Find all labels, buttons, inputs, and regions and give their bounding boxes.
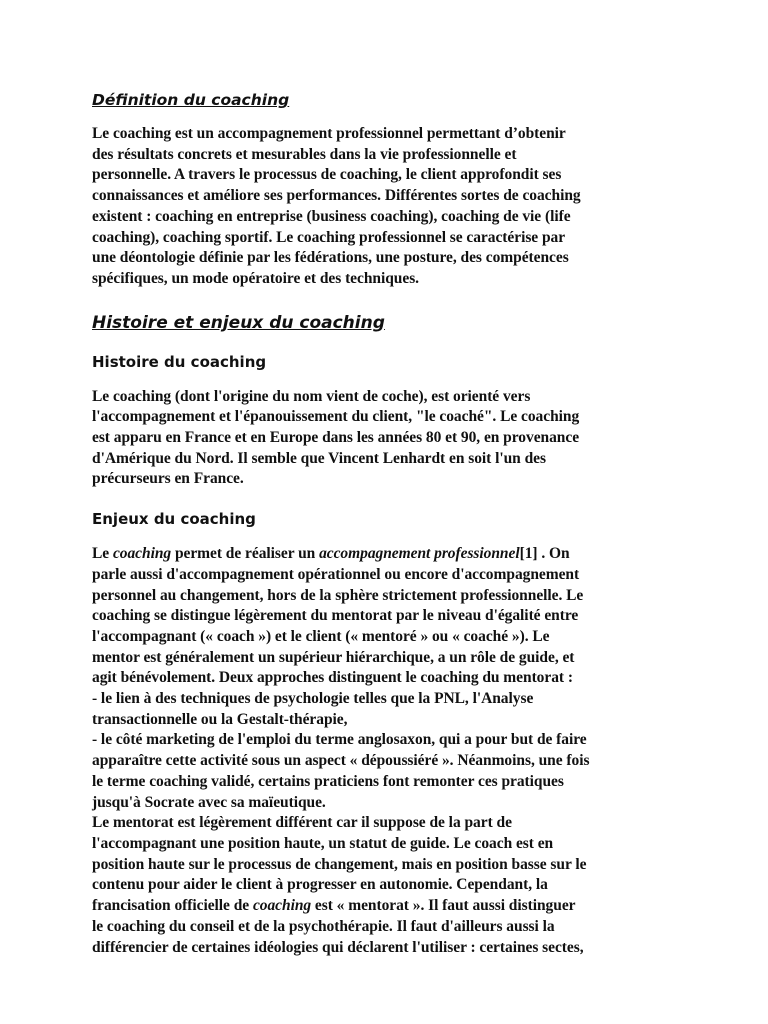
text-line: position haute sur le processus de changement, mais en position basse sur le <box>92 855 587 873</box>
text-line: Le coaching est un accompagnement professionnel permettant d’obtenir <box>92 125 566 142</box>
text-line: le terme coaching validé, certains praticiens font remonter ces pratiques <box>92 772 564 790</box>
text-line: Le coaching (dont l'origine du nom vient de coche), est orienté vers <box>92 387 531 405</box>
text-line: Le mentorat est légèrement différent car il suppose de la part de <box>92 814 512 832</box>
paragraph-histoire <box>92 387 692 491</box>
text-run: permet de réaliser un <box>171 545 320 563</box>
text-line: d'Amérique du Nord. Il semble que Vincent Lenhardt en soit l'un des <box>92 449 546 467</box>
text-line: est apparu en France et en Europe dans les années 80 et 90, en provenance <box>92 429 580 447</box>
document-page <box>92 88 692 958</box>
text-line: spécifiques, un mode opératoire et des techniques. <box>92 269 420 287</box>
paragraph-definition <box>92 124 692 290</box>
text-line: contenu pour aider le client à progresser en autonomie. Cependant, la <box>92 876 548 894</box>
text-run: est « mentorat ». Il faut aussi distinguer <box>311 897 576 915</box>
paragraph-enjeux <box>92 544 692 958</box>
text-line: coaching), coaching sportif. Le coaching professionnel se caractérise par <box>92 228 566 246</box>
text-line: jusqu'à Socrate avec sa maïeutique. <box>92 793 326 811</box>
text-line: - le lien à des techniques de psychologie telles que la PNL, l'Analyse <box>92 690 534 708</box>
text-run-italic: accompagnement professionnel <box>319 545 520 563</box>
text-line: une déontologie définie par les fédérations, une posture, des compétences <box>92 249 569 267</box>
text-line: l'accompagnement et l'épanouissement du client, "le coaché". Le coaching <box>92 408 580 426</box>
text-line: l'accompagnant (« coach ») et le client (« mentoré » ou « coaché »). Le <box>92 627 550 645</box>
text-line: l'accompagnant une position haute, un statut de guide. Le coach est en <box>92 834 554 852</box>
text-line: le coaching du conseil et de la psychothérapie. Il faut d'ailleurs aussi la <box>92 917 555 935</box>
text-line: mentor est généralement un supérieur hiérarchique, a un rôle de guide, et <box>92 648 575 666</box>
heading-histoire-enjeux: Histoire et enjeux du coaching <box>92 312 385 333</box>
text-line: transactionnelle ou la Gestalt-thérapie, <box>92 710 348 728</box>
text-line: personnelle. A travers le processus de coaching, le client approfondit ses <box>92 166 562 184</box>
text-line <box>92 544 692 565</box>
text-line: différencier de certaines idéologies qui déclarent l'utiliser : certaines sectes, <box>92 938 584 956</box>
text-line: apparaître cette activité sous un aspect « dépoussiéré ». Néanmoins, une fois <box>92 752 590 770</box>
heading-enjeux: Enjeux du coaching <box>92 510 256 529</box>
text-line: coaching se distingue légèrement du mentorat par le niveau d'égalité entre <box>92 607 579 625</box>
text-line: connaissances et améliore ses performances. Différentes sortes de coaching <box>92 187 581 205</box>
text-line <box>92 896 692 917</box>
text-line: existent : coaching en entreprise (business coaching), coaching de vie (life <box>92 207 571 225</box>
text-run: francisation officielle de <box>92 897 253 915</box>
footnote-ref: [1] . On <box>519 545 570 563</box>
text-line: personnel au changement, hors de la sphère strictement professionnelle. Le <box>92 586 584 604</box>
text-run-italic: coaching <box>252 897 312 915</box>
text-line: parle aussi d'accompagnement opérationnel ou encore d'accompagnement <box>92 565 580 583</box>
text-line: agit bénévolement. Deux approches distinguent le coaching du mentorat : <box>92 669 573 687</box>
heading-histoire: Histoire du coaching <box>92 352 267 371</box>
text-line: - le côté marketing de l'emploi du terme anglosaxon, qui a pour but de faire <box>92 731 587 749</box>
heading-definition: Définition du coaching <box>92 91 290 109</box>
text-run: Le <box>92 545 113 563</box>
text-line: des résultats concrets et mesurables dans la vie professionnelle et <box>92 145 517 163</box>
text-run-italic: coaching <box>112 545 172 563</box>
text-line: précurseurs en France. <box>92 470 244 488</box>
